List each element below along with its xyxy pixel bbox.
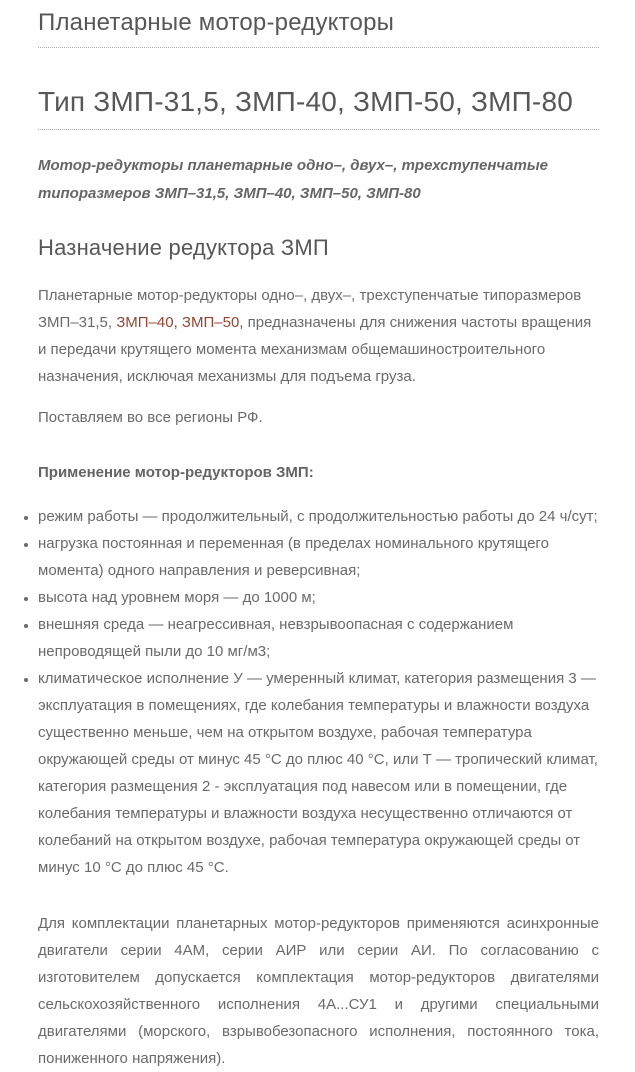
- motors-paragraph: Для комплектации планетарных мотор-редукторов применяются асинхронные двигатели серии 4АМ, серии АИР или серии АИ. По согласованию с изготовителем допускается комплектация мотор-редукторов двигателями сельскохозяйственного исполнения 4А...СУ1 и другими специальными двигателями (морского, взрывобезопасного исполнения, постоянного тока, пониженного напряжения).: [38, 914, 599, 1067]
- intro-text-end: предназначены для снижения частоты вращения и передачи крутящего момента механизмам общемашиностроительного назначения, исключая механизмы для подъема груза.: [38, 313, 592, 385]
- list-item-load: • нагрузка постоянная и переменная (в пределах номинального крутящего момента) одного направления и реверсивная;: [38, 530, 599, 584]
- application-list: [38, 503, 599, 881]
- list-item-climate: • климатическое исполнение У — умеренный климат, категория размещения 3 — эксплуатация в помещениях, где колебания температуры и влажности воздуха существенно меньше, чем на открытом воздухе, рабочая температура окружающей среды от минус 45 °С до плюс 40 °С, или Т — тропический климат, категория размещения 2 - эксплуатация под навесом или в помещении, где колебания температуры и влажности воздуха несущественно отличаются от колебаний на открытом воздухе, рабочая температура окружающей среды от минус 10 °С до плюс 45 °С.: [38, 665, 599, 881]
- list-item-duty-mode: • режим работы — продолжительный, с продолжительностью работы до 24 ч/сут;: [38, 503, 599, 530]
- type-heading: Тип ЗМП-31,5, ЗМП-40, ЗМП-50, ЗМП-80: [38, 86, 599, 130]
- subtitle-lead: Мотор-редукторы планетарные одно–, двух–, трехступенчатые типоразмеров ЗМП–31,5, ЗМП–40, ЗМП–50, ЗМП-80: [38, 157, 548, 203]
- application-heading: Применение мотор-редукторов ЗМП:: [38, 463, 314, 481]
- zmp-models-link[interactable]: ЗМП–40, ЗМП–50,: [116, 313, 244, 331]
- section-heading-purpose: Назначение редуктора ЗМП: [38, 235, 329, 261]
- list-item-altitude: • высота над уровнем моря — до 1000 м;: [38, 584, 599, 611]
- page-title: Планетарные мотор-редукторы: [38, 6, 599, 48]
- intro-paragraph: [38, 282, 599, 390]
- delivery-note: Поставляем во все регионы РФ.: [38, 408, 263, 426]
- list-item-environment: • внешняя среда — неагрессивная, невзрывоопасная с содержанием непроводящей пыли до 10 мг/м3;: [38, 611, 599, 665]
- intro-text-start: Планетарные мотор-редукторы одно–, двух–, трехступенчатые типоразмеров ЗМП–31,5,: [38, 286, 582, 331]
